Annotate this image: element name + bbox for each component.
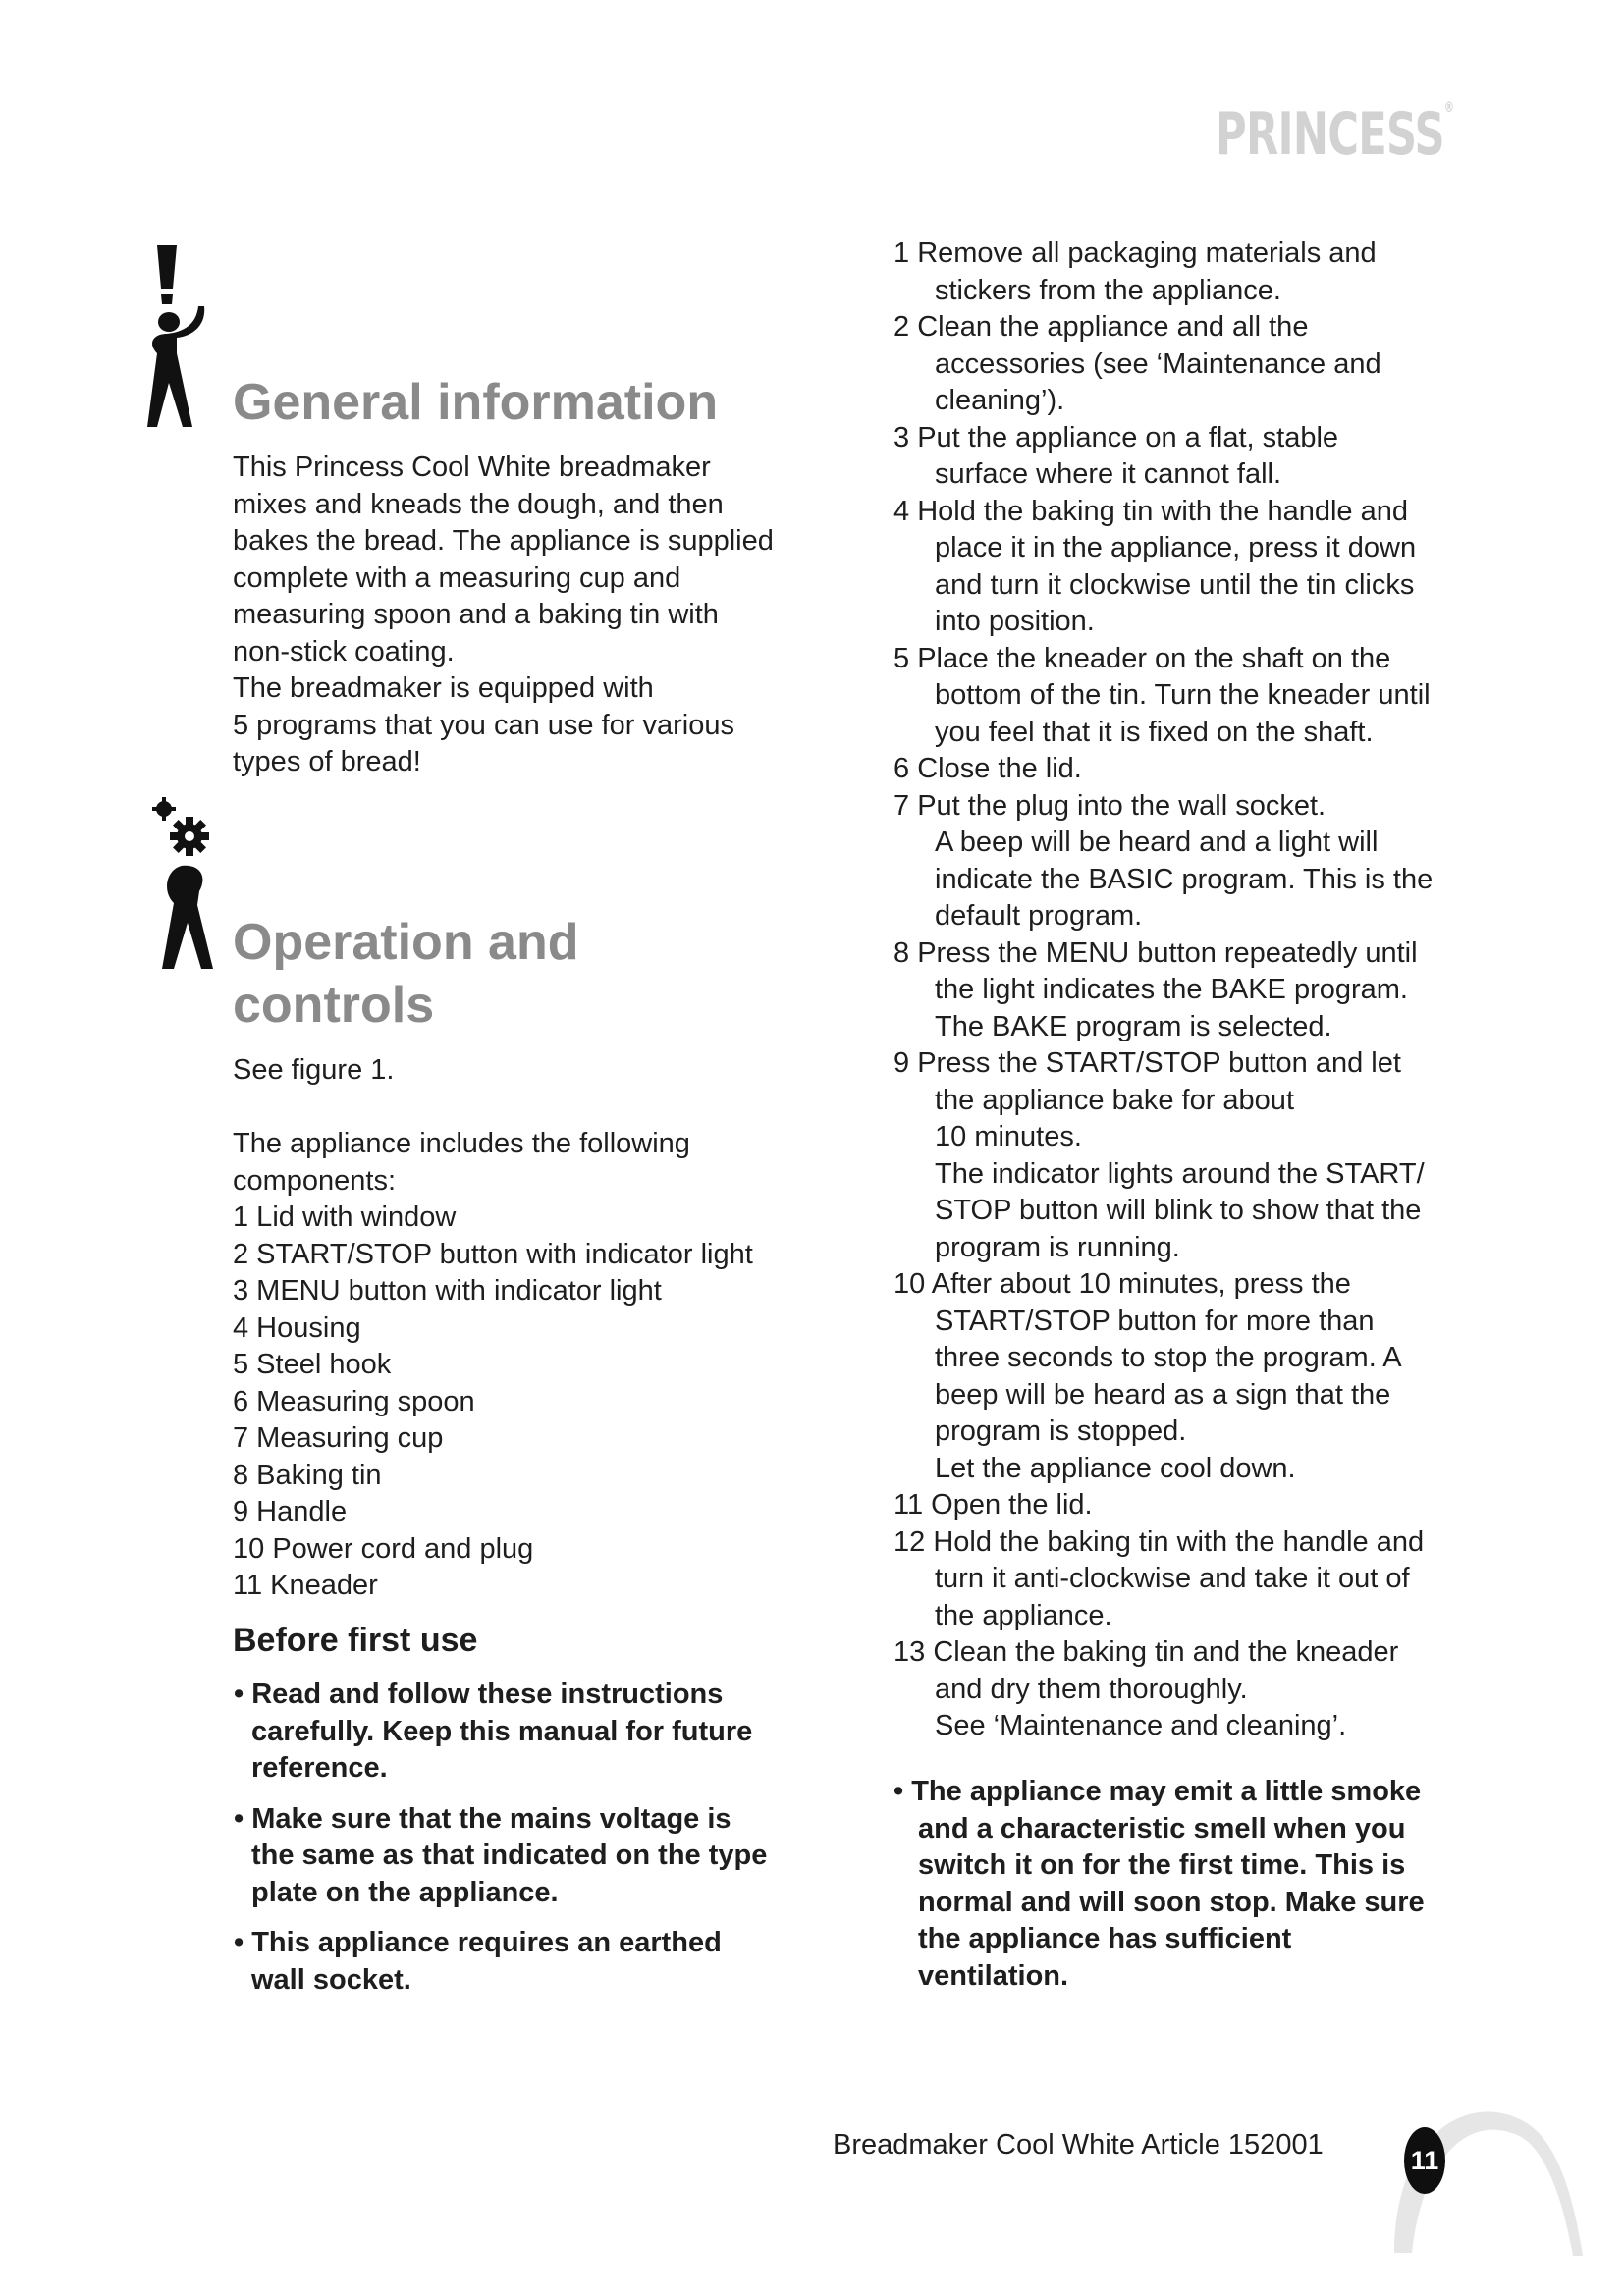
step-first-line xyxy=(893,1045,1483,1083)
step-text: 10 minutes. xyxy=(935,1121,1082,1152)
step-first-line xyxy=(893,641,1483,678)
component-item: 4 Housing xyxy=(233,1311,361,1344)
warning-bullet xyxy=(219,1677,798,1788)
step-text: turn it anti-clockwise and take it out of xyxy=(935,1563,1410,1594)
component-item: 8 Baking tin xyxy=(233,1459,382,1491)
step-continuation-line xyxy=(893,567,1483,605)
step-text: stickers from the appliance. xyxy=(935,274,1281,306)
step-continuation-line xyxy=(893,1708,1483,1745)
step-text: accessories (see ‘Maintenance and xyxy=(935,347,1381,380)
step-number: 3 xyxy=(893,421,910,454)
step-number: 4 xyxy=(893,495,910,527)
line: components: xyxy=(233,1164,397,1197)
components-intro xyxy=(233,1126,802,1200)
step-text: Let the appliance cool down. xyxy=(935,1452,1296,1484)
step-continuation-line xyxy=(893,1377,1483,1415)
line: mixes and kneads the dough, and then xyxy=(233,488,724,520)
step-continuation-line xyxy=(893,273,1483,310)
line: • The appliance may emit a little smoke xyxy=(893,1776,1422,1807)
line: This Princess Cool White breadmaker xyxy=(233,452,711,483)
step-number: 13 xyxy=(893,1636,926,1668)
page-number: 11 xyxy=(1404,2127,1445,2194)
line: the appliance has sufficient xyxy=(918,1923,1292,1954)
component-item: 1 Lid with window xyxy=(233,1201,457,1233)
component-item: 9 Handle xyxy=(233,1496,348,1527)
step-number: 7 xyxy=(893,789,910,822)
step-text: Hold the baking tin with the handle and xyxy=(933,1525,1425,1558)
line: reference. xyxy=(251,1752,388,1784)
component-item: 10 Power cord and plug xyxy=(233,1532,534,1565)
step-item xyxy=(893,788,1483,935)
component-item: 11 Kneader xyxy=(233,1570,378,1601)
line: 5 programs that you can use for various xyxy=(233,709,734,741)
step-text: and turn it clockwise until the tin clicks xyxy=(935,568,1415,601)
step-continuation-line xyxy=(893,530,1483,567)
line: types of bread! xyxy=(233,746,421,777)
step-text: Put the plug into the wall socket. xyxy=(917,789,1326,822)
step-continuation-line xyxy=(893,1119,1483,1156)
step-text: cleaning’). xyxy=(935,385,1065,416)
step-item xyxy=(893,1524,1483,1635)
step-text: the appliance. xyxy=(935,1599,1112,1631)
step-item xyxy=(893,309,1483,420)
step-item xyxy=(893,1266,1483,1487)
line: measuring spoon and a baking tin with xyxy=(233,599,719,630)
step-text: START/STOP button for more than xyxy=(935,1305,1375,1337)
step-text: See ‘Maintenance and cleaning’. xyxy=(935,1710,1347,1741)
line: • Read and follow these instructions xyxy=(234,1679,724,1710)
step-first-line xyxy=(893,1524,1483,1562)
general-information-title: General information xyxy=(233,374,719,431)
step-continuation-line xyxy=(893,1009,1483,1046)
component-item: 3 MENU button with indicator light xyxy=(233,1275,662,1307)
step-number: 11 xyxy=(893,1489,924,1521)
step-number: 2 xyxy=(893,311,910,343)
step-first-line xyxy=(893,494,1483,531)
step-text: surface where it cannot fall. xyxy=(935,458,1282,490)
step-continuation-line xyxy=(893,1451,1483,1488)
step-text: STOP button will blink to show that the xyxy=(935,1195,1422,1226)
step-text: Close the lid. xyxy=(917,753,1082,784)
step-continuation-line xyxy=(893,1414,1483,1451)
step-text: Clean the baking tin and the kneader xyxy=(933,1636,1399,1668)
step-text: bottom of the tin. Turn the kneader until xyxy=(935,679,1431,711)
step-text: place it in the appliance, press it down xyxy=(935,532,1417,563)
step-item xyxy=(893,641,1483,752)
footer-text: Breadmaker Cool White Article 152001 xyxy=(833,2129,1324,2161)
step-text: After about 10 minutes, press the xyxy=(931,1268,1351,1300)
step-item xyxy=(893,751,1483,788)
step-item xyxy=(893,420,1483,494)
step-text: into position. xyxy=(935,606,1095,637)
step-text: Press the MENU button repeatedly until xyxy=(917,936,1418,969)
step-item xyxy=(893,236,1483,309)
steps-list xyxy=(893,236,1483,1745)
general-paragraph-1 xyxy=(233,450,802,670)
step-continuation-line xyxy=(893,862,1483,899)
step-continuation-line xyxy=(893,456,1483,494)
step-first-line xyxy=(893,788,1483,826)
step-text: the light indicates the BAKE program. xyxy=(935,974,1408,1005)
component-item: 2 START/STOP button with indicator light xyxy=(233,1238,753,1270)
title-line: controls xyxy=(233,977,435,1034)
step-text: The BAKE program is selected. xyxy=(935,1010,1332,1042)
step-number: 6 xyxy=(893,753,910,784)
smoke-note xyxy=(893,1774,1473,2008)
line: complete with a measuring cup and xyxy=(233,561,681,594)
step-first-line xyxy=(893,1266,1483,1304)
step-text: A beep will be heard and a light will xyxy=(935,827,1379,858)
line: and a characteristic smell when you xyxy=(918,1812,1406,1844)
general-paragraph-2 xyxy=(233,670,802,781)
step-text: Place the kneader on the shaft on the xyxy=(917,642,1391,674)
step-item xyxy=(893,1045,1483,1266)
step-text: three seconds to stop the program. A xyxy=(935,1342,1402,1373)
step-text: Hold the baking tin with the handle and xyxy=(917,495,1408,527)
component-item: 5 Steel hook xyxy=(233,1349,392,1380)
step-first-line xyxy=(893,935,1483,973)
step-number: 9 xyxy=(893,1047,910,1079)
page-corner-arc xyxy=(1355,2081,1591,2258)
title-line: Operation and xyxy=(233,914,579,971)
line: wall socket. xyxy=(251,1963,411,1996)
step-item xyxy=(893,935,1483,1046)
step-text: Clean the appliance and all the xyxy=(917,311,1309,343)
step-text: indicate the BASIC program. This is the xyxy=(935,863,1434,895)
operation-title xyxy=(233,911,578,1037)
components-section xyxy=(233,1126,802,1605)
step-continuation-line xyxy=(893,1561,1483,1598)
step-continuation-line xyxy=(893,677,1483,715)
step-text: program is running. xyxy=(935,1231,1180,1263)
step-number: 1 xyxy=(893,238,910,269)
step-text: you feel that it is fixed on the shaft. xyxy=(935,716,1374,748)
line: ventilation. xyxy=(918,1959,1069,1992)
step-text: default program. xyxy=(935,900,1143,932)
line: plate on the appliance. xyxy=(251,1876,559,1908)
step-continuation-line xyxy=(893,1230,1483,1267)
step-text: Open the lid. xyxy=(931,1489,1093,1521)
line: the same as that indicated on the type xyxy=(251,1840,768,1871)
line: normal and will soon stop. Make sure xyxy=(918,1886,1425,1918)
step-first-line xyxy=(893,1634,1483,1672)
component-item: 6 Measuring spoon xyxy=(233,1385,475,1417)
step-continuation-line xyxy=(893,604,1483,641)
step-text: The indicator lights around the START/ xyxy=(935,1157,1425,1190)
step-text: the appliance bake for about xyxy=(935,1084,1294,1116)
warning-bullet xyxy=(219,1801,798,1912)
step-continuation-line xyxy=(893,1672,1483,1709)
step-number: 5 xyxy=(893,642,910,674)
before-first-use-heading: Before first use xyxy=(233,1622,478,1659)
components-list xyxy=(233,1200,802,1605)
step-text: Put the appliance on a flat, stable xyxy=(917,421,1339,454)
step-continuation-line xyxy=(893,383,1483,420)
logo-text: PRINCESS xyxy=(1216,100,1444,169)
step-text: Remove all packaging materials and xyxy=(917,238,1377,269)
step-text: Press the START/STOP button and let xyxy=(917,1047,1401,1079)
step-first-line xyxy=(893,309,1483,347)
line: switch it on for the first time. This is xyxy=(918,1849,1406,1881)
warning-bullet xyxy=(219,1925,798,1999)
step-number: 8 xyxy=(893,936,910,969)
step-continuation-line xyxy=(893,1156,1483,1194)
step-continuation-line xyxy=(893,1304,1483,1341)
step-continuation-line xyxy=(893,972,1483,1009)
line: bakes the bread. The appliance is supplied xyxy=(233,525,774,557)
exclamation-figure-icon xyxy=(147,245,231,427)
line: non-stick coating. xyxy=(233,635,455,667)
see-figure-text: See figure 1. xyxy=(233,1054,395,1086)
step-continuation-line xyxy=(893,1340,1483,1377)
step-number: 10 xyxy=(893,1268,926,1300)
step-first-line xyxy=(893,751,1483,788)
princess-logo xyxy=(1216,100,1453,169)
step-first-line xyxy=(893,420,1483,457)
line: The breadmaker is equipped with xyxy=(233,672,654,704)
step-continuation-line xyxy=(893,1193,1483,1230)
smoke-bullet xyxy=(893,1774,1473,1995)
step-item xyxy=(893,1487,1483,1524)
line: carefully. Keep this manual for future xyxy=(251,1715,753,1747)
step-continuation-line xyxy=(893,1598,1483,1635)
step-continuation-line xyxy=(893,898,1483,935)
line: The appliance includes the following xyxy=(233,1128,690,1159)
line: • This appliance requires an earthed xyxy=(234,1927,722,1958)
step-item xyxy=(893,1634,1483,1745)
step-continuation-line xyxy=(893,347,1483,384)
registered-mark: ® xyxy=(1443,100,1454,116)
step-first-line xyxy=(893,236,1483,273)
step-continuation-line xyxy=(893,1083,1483,1120)
step-continuation-line xyxy=(893,715,1483,752)
step-continuation-line xyxy=(893,825,1483,862)
step-first-line xyxy=(893,1487,1483,1524)
step-number: 12 xyxy=(893,1525,926,1558)
step-text: beep will be heard as a sign that the xyxy=(935,1378,1391,1411)
step-item xyxy=(893,494,1483,641)
gear-figure-icon xyxy=(152,797,231,969)
line: • Make sure that the mains voltage is xyxy=(234,1802,731,1835)
general-info-text xyxy=(233,450,802,781)
step-text: and dry them thoroughly. xyxy=(935,1673,1248,1705)
component-item: 7 Measuring cup xyxy=(233,1422,444,1454)
step-text: program is stopped. xyxy=(935,1415,1187,1447)
warning-bullets xyxy=(219,1677,798,2012)
